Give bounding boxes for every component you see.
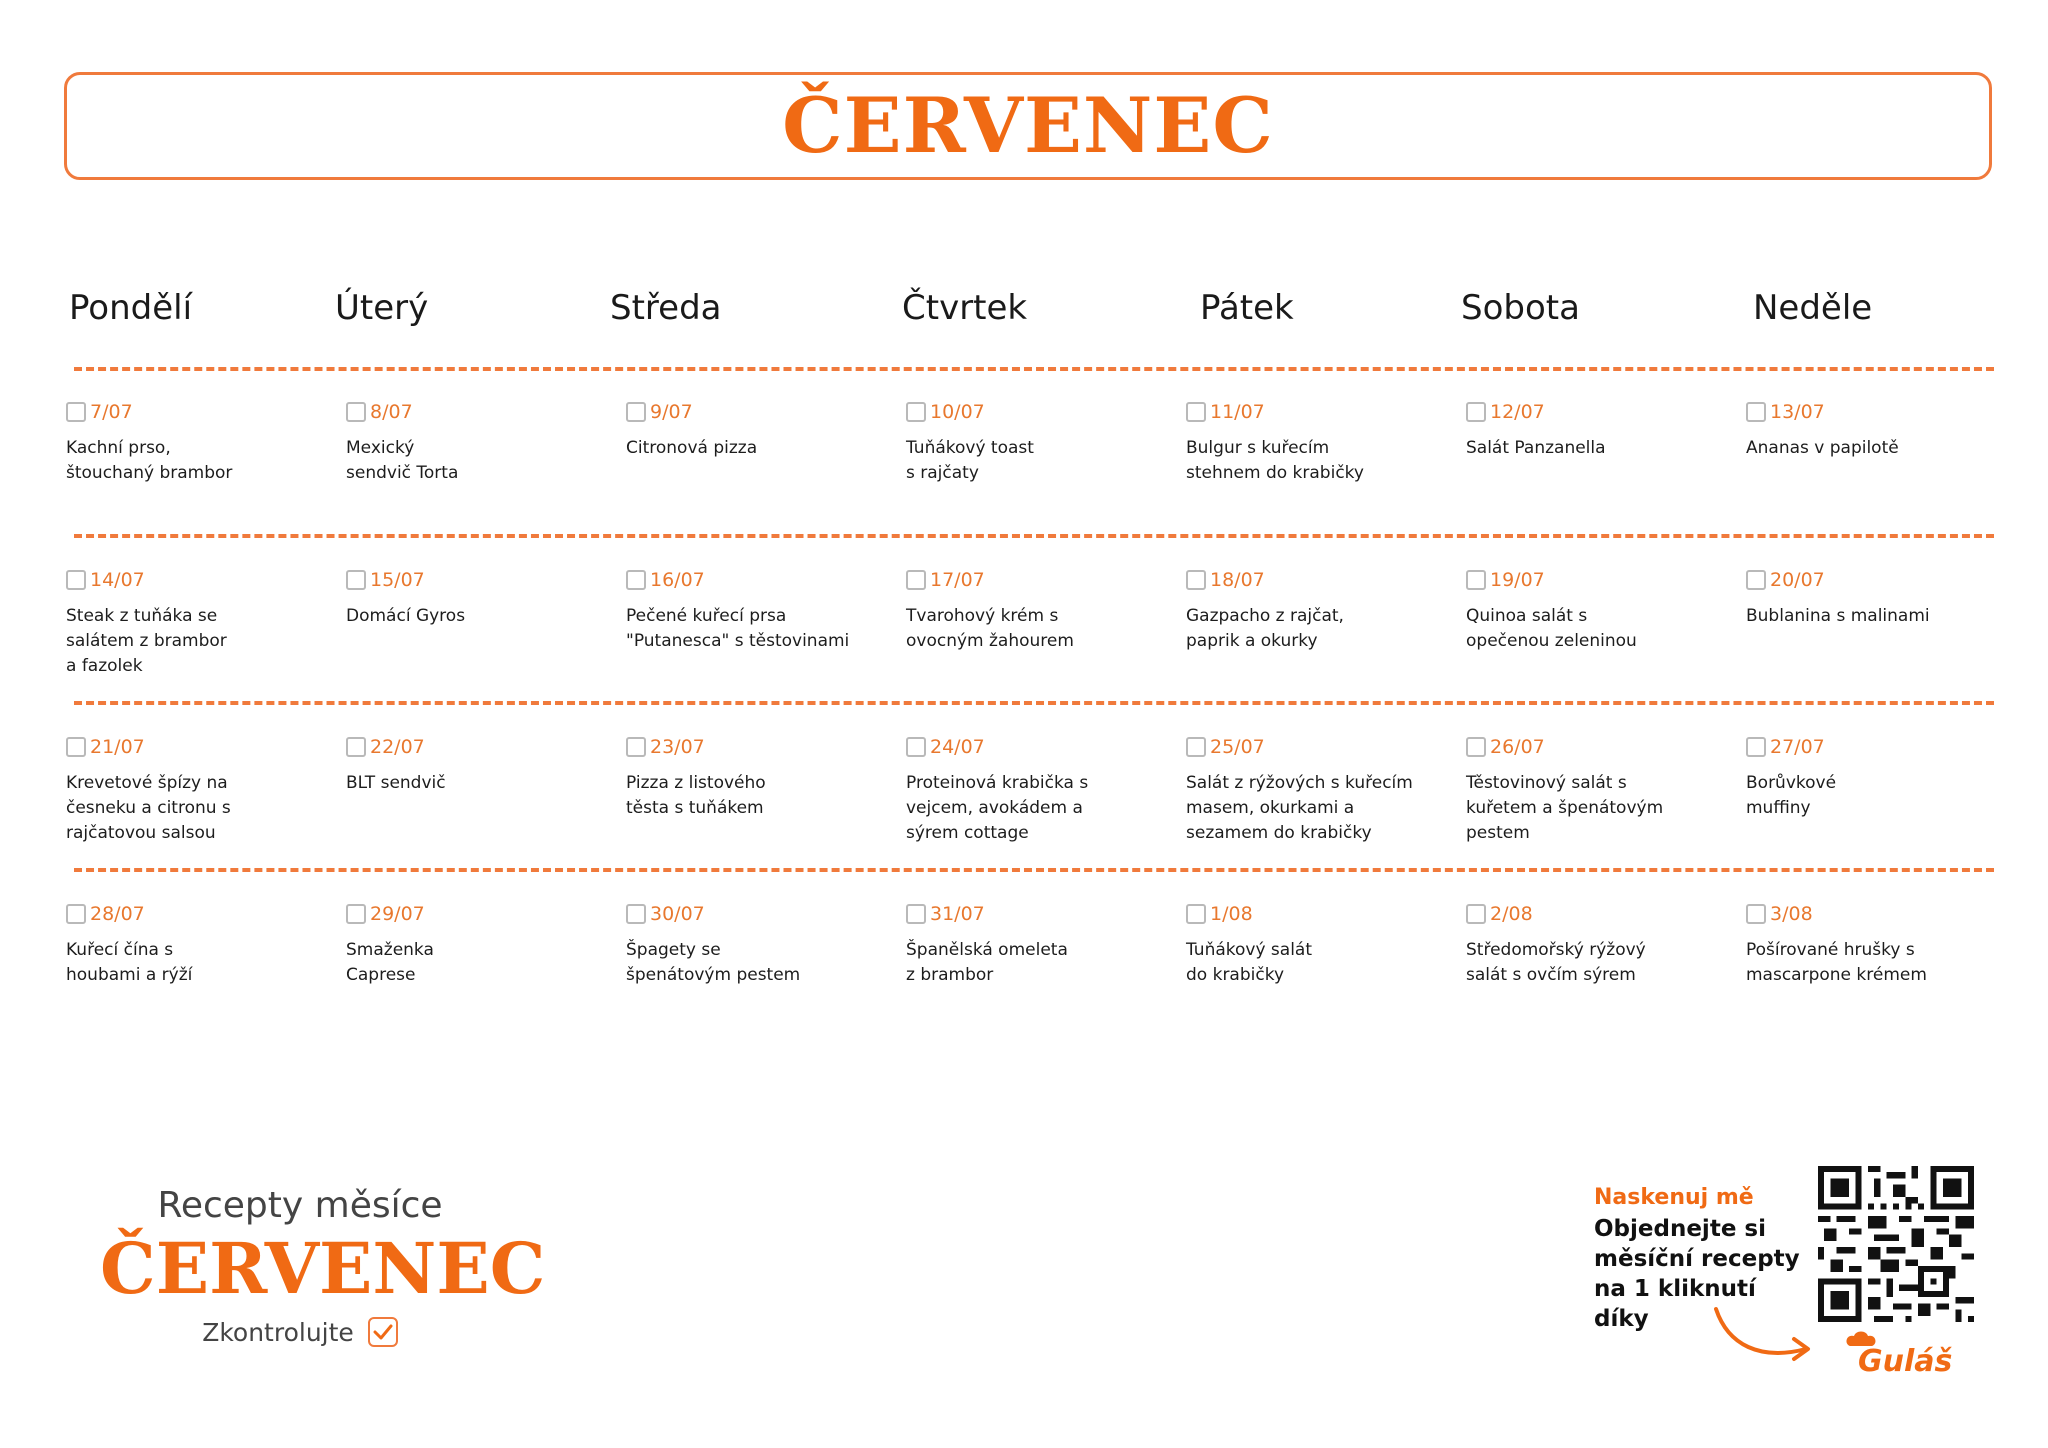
- day-checkbox[interactable]: [1466, 904, 1486, 924]
- date-row: [906, 402, 1166, 422]
- day-cell: [626, 737, 886, 821]
- arrow-icon: [1710, 1305, 1820, 1365]
- meal-name: Těstovinový salát s kuřetem a špenátovým pestem: [1466, 773, 1664, 843]
- day-cell: [906, 737, 1166, 846]
- day-checkbox[interactable]: [66, 570, 86, 590]
- date-row: [346, 904, 606, 924]
- day-date: 16/07: [650, 568, 705, 591]
- day-cell: [1466, 737, 1726, 846]
- date-row: [906, 570, 1166, 590]
- scan-label: Naskenuj mě: [1594, 1185, 1754, 1210]
- day-checkbox[interactable]: [1746, 737, 1766, 757]
- day-checkbox[interactable]: [1186, 570, 1206, 590]
- day-checkbox[interactable]: [1186, 904, 1206, 924]
- day-cell: [66, 570, 326, 679]
- date-row: [1186, 570, 1446, 590]
- meal-name: Mexický sendvič Torta: [346, 438, 459, 483]
- day-date: 20/07: [1770, 568, 1825, 591]
- day-cell: [66, 737, 326, 846]
- date-row: [1746, 737, 2006, 757]
- brand-name: Guláš: [1858, 1344, 1953, 1379]
- day-date: 30/07: [650, 902, 705, 925]
- meal-name: Steak z tuňáka se salátem z brambor a fazolek: [66, 606, 227, 676]
- day-cell: [906, 402, 1166, 486]
- meal-name: Salát z rýžových s kuřecím masem, okurkami a sezamem do krabičky: [1186, 773, 1413, 843]
- day-date: 13/07: [1770, 400, 1825, 423]
- day-checkbox[interactable]: [906, 402, 926, 422]
- footer-subtitle: Recepty měsíce: [157, 1185, 443, 1226]
- date-row: [626, 402, 886, 422]
- order-text: Objednejte si měsíční recepty na 1 kliknutí díky: [1594, 1216, 1800, 1332]
- day-checkbox[interactable]: [1466, 402, 1486, 422]
- meal-name: Pošírované hrušky s mascarpone krémem: [1746, 940, 1927, 985]
- date-row: [1746, 904, 2006, 924]
- title-box: [64, 72, 1992, 180]
- day-checkbox[interactable]: [346, 737, 366, 757]
- date-row: [66, 737, 326, 757]
- day-checkbox[interactable]: [1466, 737, 1486, 757]
- day-date: 3/08: [1770, 902, 1813, 925]
- day-cell: [66, 402, 326, 486]
- meal-name: Tuňákový salát do krabičky: [1186, 940, 1313, 985]
- day-cell: [626, 570, 886, 654]
- meal-name: Bulgur s kuřecím stehnem do krabičky: [1186, 438, 1364, 483]
- meal-name: Citronová pizza: [626, 438, 758, 458]
- day-date: 17/07: [930, 568, 985, 591]
- date-row: [1746, 570, 2006, 590]
- day-cell: [1186, 904, 1446, 988]
- day-header: Úterý: [335, 288, 429, 328]
- day-cell: [1186, 570, 1446, 654]
- date-row: [626, 904, 886, 924]
- check-row: [100, 1317, 500, 1347]
- day-date: 18/07: [1210, 568, 1265, 591]
- day-date: 24/07: [930, 735, 985, 758]
- date-row: [1746, 402, 2006, 422]
- day-cell: [906, 570, 1166, 654]
- meal-name: Ananas v papilotě: [1746, 438, 1899, 458]
- day-header: Neděle: [1753, 288, 1873, 328]
- day-header: Pondělí: [69, 288, 193, 328]
- day-date: 28/07: [90, 902, 145, 925]
- day-cell: [1186, 737, 1446, 846]
- day-cell: [1746, 737, 2006, 821]
- day-checkbox[interactable]: [66, 737, 86, 757]
- day-cell: [1746, 570, 2006, 629]
- date-row: [346, 402, 606, 422]
- day-checkbox[interactable]: [626, 904, 646, 924]
- day-checkbox[interactable]: [626, 737, 646, 757]
- day-header: Středa: [610, 288, 722, 328]
- day-cell: [1466, 570, 1726, 654]
- day-date: 26/07: [1490, 735, 1545, 758]
- date-row: [66, 904, 326, 924]
- day-date: 22/07: [370, 735, 425, 758]
- day-cell: [1466, 402, 1726, 461]
- meal-name: Tuňákový toast s rajčaty: [906, 438, 1034, 483]
- check-label: Zkontrolujte: [202, 1317, 354, 1347]
- date-row: [1466, 904, 1726, 924]
- day-checkbox[interactable]: [66, 402, 86, 422]
- page-title: ČERVENEC: [782, 81, 1274, 170]
- meal-name: Krevetové špízy na česneku a citronu s rajčatovou salsou: [66, 773, 231, 843]
- day-cell: [626, 402, 886, 461]
- date-row: [626, 737, 886, 757]
- day-cell: [346, 737, 606, 796]
- meal-name: Quinoa salát s opečenou zeleninou: [1466, 606, 1637, 651]
- day-cell: [1746, 904, 2006, 988]
- day-date: 23/07: [650, 735, 705, 758]
- day-date: 21/07: [90, 735, 145, 758]
- day-checkbox[interactable]: [906, 904, 926, 924]
- meal-name: Proteinová krabička s vejcem, avokádem a sýrem cottage: [906, 773, 1089, 843]
- meal-name: Tvarohový krém s ovocným žahourem: [906, 606, 1074, 651]
- day-checkbox[interactable]: [346, 904, 366, 924]
- meal-name: Salát Panzanella: [1466, 438, 1606, 458]
- date-row: [66, 402, 326, 422]
- date-row: [1466, 570, 1726, 590]
- day-checkbox[interactable]: [906, 737, 926, 757]
- meal-name: Kachní prso, štouchaný brambor: [66, 438, 233, 483]
- meal-name: Pečené kuřecí prsa "Putanesca" s těstovinami: [626, 606, 850, 651]
- day-cell: [346, 570, 606, 629]
- day-header: Čtvrtek: [902, 288, 1028, 328]
- day-checkbox[interactable]: [1746, 402, 1766, 422]
- day-cell: [1746, 402, 2006, 461]
- qr-code-icon[interactable]: [1818, 1166, 1974, 1322]
- date-row: [906, 737, 1166, 757]
- day-checkbox[interactable]: [1746, 570, 1766, 590]
- date-row: [346, 570, 606, 590]
- day-checkbox[interactable]: [1466, 570, 1486, 590]
- meal-name: Gazpacho z rajčat, paprik a okurky: [1186, 606, 1344, 651]
- day-date: 12/07: [1490, 400, 1545, 423]
- day-cell: [66, 904, 326, 988]
- meal-name: Špagety se špenátovým pestem: [626, 940, 801, 985]
- day-date: 9/07: [650, 400, 693, 423]
- date-row: [66, 570, 326, 590]
- day-checkbox[interactable]: [1186, 402, 1206, 422]
- date-row: [1186, 737, 1446, 757]
- gulas-logo: [1844, 1338, 1954, 1388]
- day-cell: [906, 904, 1166, 988]
- meal-name: BLT sendvič: [346, 773, 446, 793]
- meal-name: Pizza z listového těsta s tuňákem: [626, 773, 766, 818]
- day-date: 31/07: [930, 902, 985, 925]
- day-date: 25/07: [1210, 735, 1265, 758]
- week-divider: [74, 868, 1994, 872]
- day-date: 19/07: [1490, 568, 1545, 591]
- day-checkbox[interactable]: [66, 904, 86, 924]
- day-checkbox[interactable]: [626, 402, 646, 422]
- day-checkbox[interactable]: [906, 570, 926, 590]
- day-checkbox[interactable]: [626, 570, 646, 590]
- week-divider: [74, 534, 1994, 538]
- day-checkbox[interactable]: [1746, 904, 1766, 924]
- day-date: 11/07: [1210, 400, 1265, 423]
- day-date: 7/07: [90, 400, 133, 423]
- day-date: 8/07: [370, 400, 413, 423]
- date-row: [1466, 737, 1726, 757]
- day-cell: [346, 402, 606, 486]
- meal-name: Domácí Gyros: [346, 606, 466, 626]
- day-checkbox[interactable]: [346, 402, 366, 422]
- meal-name: Smaženka Caprese: [346, 940, 434, 985]
- week-divider: [74, 701, 1994, 705]
- day-date: 14/07: [90, 568, 145, 591]
- meal-name: Borůvkové muffiny: [1746, 773, 1837, 818]
- day-header: Sobota: [1461, 288, 1580, 328]
- day-date: 15/07: [370, 568, 425, 591]
- meal-name: Bublanina s malinami: [1746, 606, 1930, 626]
- day-date: 1/08: [1210, 902, 1253, 925]
- date-row: [346, 737, 606, 757]
- date-row: [1466, 402, 1726, 422]
- date-row: [1186, 904, 1446, 924]
- day-date: 10/07: [930, 400, 985, 423]
- day-checkbox[interactable]: [346, 570, 366, 590]
- day-date: 2/08: [1490, 902, 1533, 925]
- footer-left: [100, 1185, 546, 1347]
- day-date: 27/07: [1770, 735, 1825, 758]
- date-row: [626, 570, 886, 590]
- day-cell: [1466, 904, 1726, 988]
- meal-name: Kuřecí čína s houbami a rýží: [66, 940, 193, 985]
- meal-name: Španělská omeleta z brambor: [906, 940, 1068, 985]
- day-header: Pátek: [1200, 288, 1294, 328]
- day-checkbox[interactable]: [1186, 737, 1206, 757]
- check-icon[interactable]: [368, 1317, 398, 1347]
- day-cell: [1186, 402, 1446, 486]
- week-divider: [74, 367, 1994, 371]
- meal-name: Středomořský rýžový salát s ovčím sýrem: [1466, 940, 1646, 985]
- footer-title: ČERVENEC: [100, 1227, 546, 1310]
- date-row: [1186, 402, 1446, 422]
- day-cell: [626, 904, 886, 988]
- day-date: 29/07: [370, 902, 425, 925]
- date-row: [906, 904, 1166, 924]
- day-cell: [346, 904, 606, 988]
